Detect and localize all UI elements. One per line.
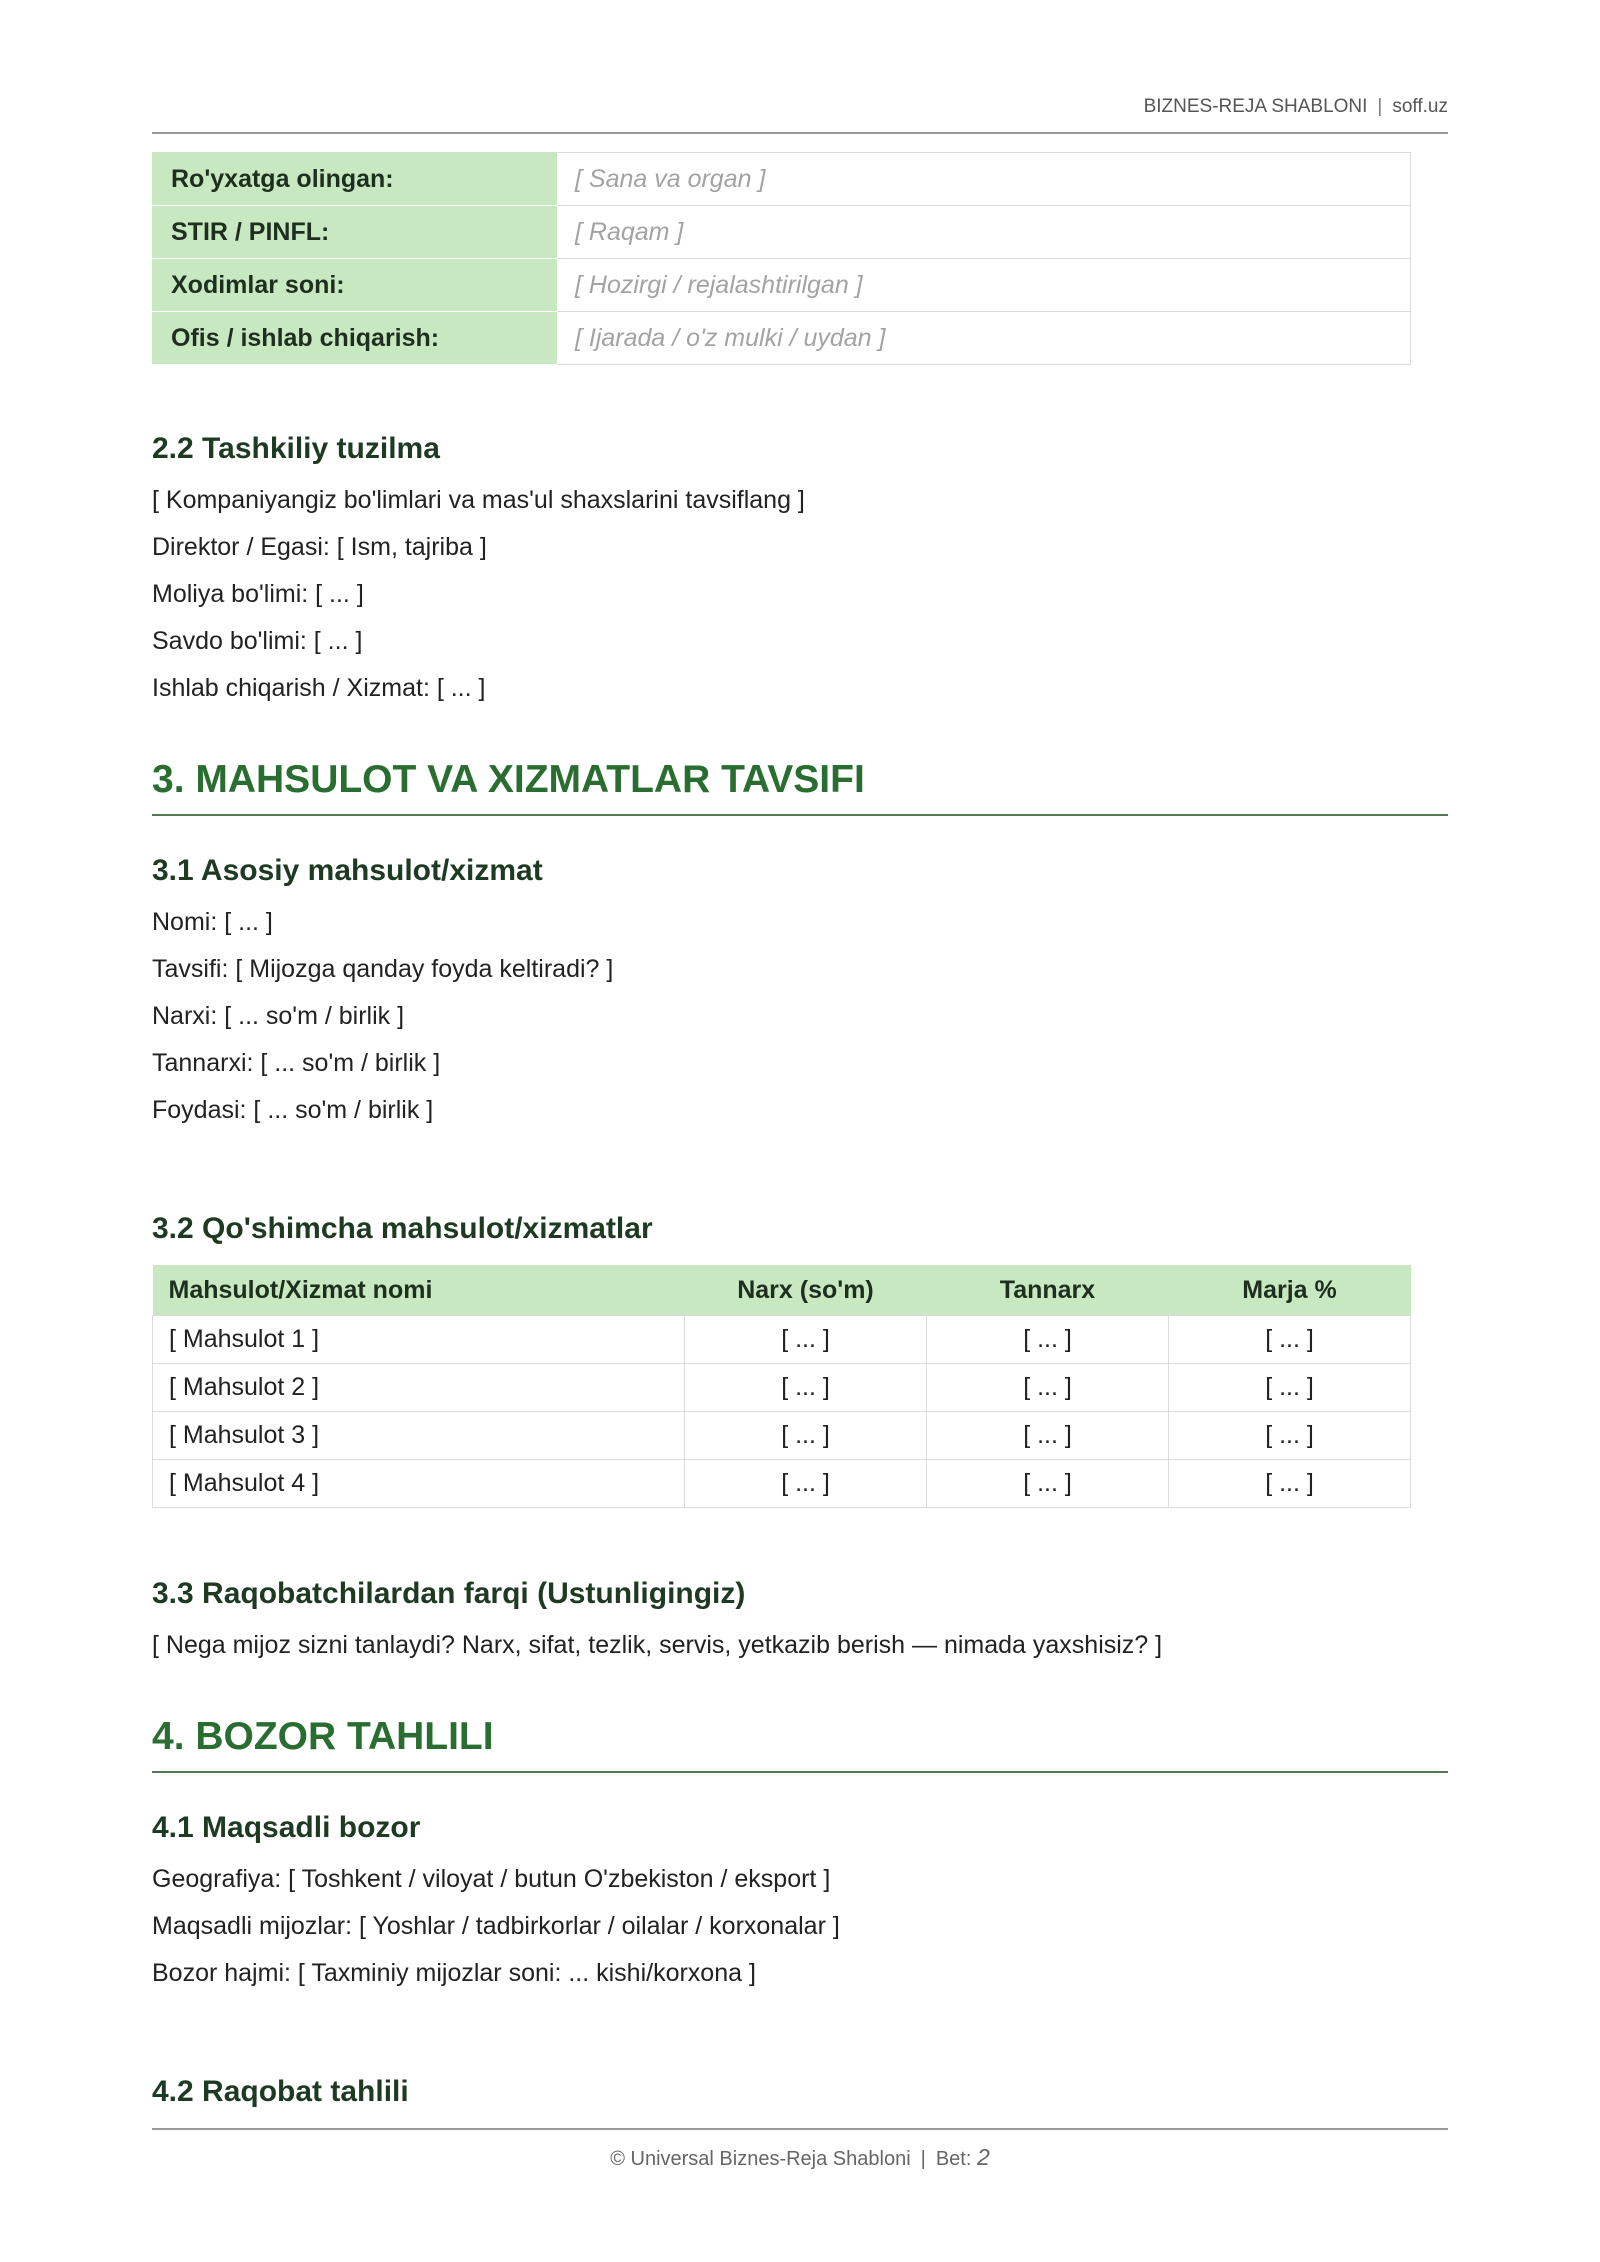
info-label: Ofis / ishlab chiqarish:: [153, 312, 557, 365]
section-heading-4-1: 4.1 Maqsadli bozor: [152, 1811, 421, 1844]
products-table: [152, 1265, 1411, 1508]
table-row: [153, 1460, 1411, 1508]
paragraph-line: Foydasi: [ ... so'm / birlik ]: [152, 1096, 434, 1124]
table-row: [153, 312, 1411, 365]
table-cell: [ ... ]: [685, 1316, 927, 1364]
table-row: [153, 259, 1411, 312]
info-label: Ro'yxatga olingan:: [153, 153, 557, 206]
paragraph-line: Tavsifi: [ Mijozga qanday foyda keltiradi? ]: [152, 955, 614, 983]
info-label: Xodimlar soni:: [153, 259, 557, 312]
table-cell: [ ... ]: [1169, 1460, 1411, 1508]
table-cell: [ ... ]: [685, 1364, 927, 1412]
section-heading-3: 3. MAHSULOT VA XIZMATLAR TAVSIFI: [152, 758, 1448, 816]
footer-page-number: 2: [976, 2144, 990, 2170]
column-header: Mahsulot/Xizmat nomi: [153, 1265, 685, 1316]
paragraph-line: Direktor / Egasi: [ Ism, tajriba ]: [152, 533, 487, 561]
document-page: [152, 0, 1448, 2262]
table-cell: [ ... ]: [1169, 1316, 1411, 1364]
section-heading-4-2: 4.2 Raqobat tahlili: [152, 2075, 409, 2108]
table-row: [153, 153, 1411, 206]
paragraph-line: Geografiya: [ Toshkent / viloyat / butun O'zbekiston / eksport ]: [152, 1865, 831, 1893]
column-header: Narx (so'm): [685, 1265, 927, 1316]
info-value: [ Sana va organ ]: [557, 153, 1411, 206]
paragraph-line: Bozor hajmi: [ Taxminiy mijozlar soni: ... kishi/korxona ]: [152, 1959, 756, 1987]
table-cell: [ ... ]: [685, 1460, 927, 1508]
paragraph-line: Narxi: [ ... so'm / birlik ]: [152, 1002, 405, 1030]
section-heading-3-2: 3.2 Qo'shimcha mahsulot/xizmatlar: [152, 1212, 653, 1245]
section-heading-3-3: 3.3 Raqobatchilardan farqi (Ustunligingiz): [152, 1577, 746, 1610]
table-cell: [ Mahsulot 3 ]: [153, 1412, 685, 1460]
table-cell: [ ... ]: [927, 1316, 1169, 1364]
paragraph-line: Tannarxi: [ ... so'm / birlik ]: [152, 1049, 441, 1077]
section-heading-2-2: 2.2 Tashkiliy tuzilma: [152, 432, 440, 465]
table-row: [153, 1364, 1411, 1412]
company-info-table: [152, 152, 1411, 365]
footer-page-label: Bet:: [935, 2148, 972, 2170]
footer-text: © Universal Biznes-Reja Shabloni: [610, 2148, 911, 2170]
table-cell: [ ... ]: [1169, 1364, 1411, 1412]
column-header: Tannarx: [927, 1265, 1169, 1316]
header-title: BIZNES-REJA SHABLONI: [1143, 96, 1368, 117]
table-cell: [ ... ]: [1169, 1412, 1411, 1460]
paragraph-line: Moliya bo'limi: [ ... ]: [152, 580, 364, 608]
paragraph-line: [ Kompaniyangiz bo'limlari va mas'ul shaxslarini tavsiflang ]: [152, 486, 805, 514]
info-label: STIR / PINFL:: [153, 206, 557, 259]
running-header: [152, 96, 1448, 134]
table-row: [153, 1412, 1411, 1460]
paragraph-line: Ishlab chiqarish / Xizmat: [ ... ]: [152, 674, 486, 702]
header-site: soff.uz: [1392, 96, 1448, 117]
info-value: [ Ijarada / o'z mulki / uydan ]: [557, 312, 1411, 365]
paragraph-line: Savdo bo'limi: [ ... ]: [152, 627, 363, 655]
table-cell: [ ... ]: [685, 1412, 927, 1460]
table-cell: [ ... ]: [927, 1412, 1169, 1460]
section-heading-4: 4. BOZOR TAHLILI: [152, 1715, 1448, 1773]
info-value: [ Raqam ]: [557, 206, 1411, 259]
table-header-row: [153, 1265, 1411, 1316]
info-value: [ Hozirgi / rejalashtirilgan ]: [557, 259, 1411, 312]
table-cell: [ ... ]: [927, 1364, 1169, 1412]
paragraph-line: [ Nega mijoz sizni tanlaydi? Narx, sifat, tezlik, servis, yetkazib berish — nimada yaxshisiz? ]: [152, 1631, 1163, 1659]
footer-separator: |: [920, 2148, 926, 2170]
table-cell: [ ... ]: [927, 1460, 1169, 1508]
column-header: Marja %: [1169, 1265, 1411, 1316]
table-cell: [ Mahsulot 4 ]: [153, 1460, 685, 1508]
table-cell: [ Mahsulot 1 ]: [153, 1316, 685, 1364]
running-footer: [152, 2128, 1448, 2171]
paragraph-line: Maqsadli mijozlar: [ Yoshlar / tadbirkorlar / oilalar / korxonalar ]: [152, 1912, 840, 1940]
header-separator: |: [1377, 96, 1383, 117]
paragraph-line: Nomi: [ ... ]: [152, 908, 273, 936]
table-row: [153, 1316, 1411, 1364]
table-cell: [ Mahsulot 2 ]: [153, 1364, 685, 1412]
section-heading-3-1: 3.1 Asosiy mahsulot/xizmat: [152, 854, 543, 887]
table-row: [153, 206, 1411, 259]
